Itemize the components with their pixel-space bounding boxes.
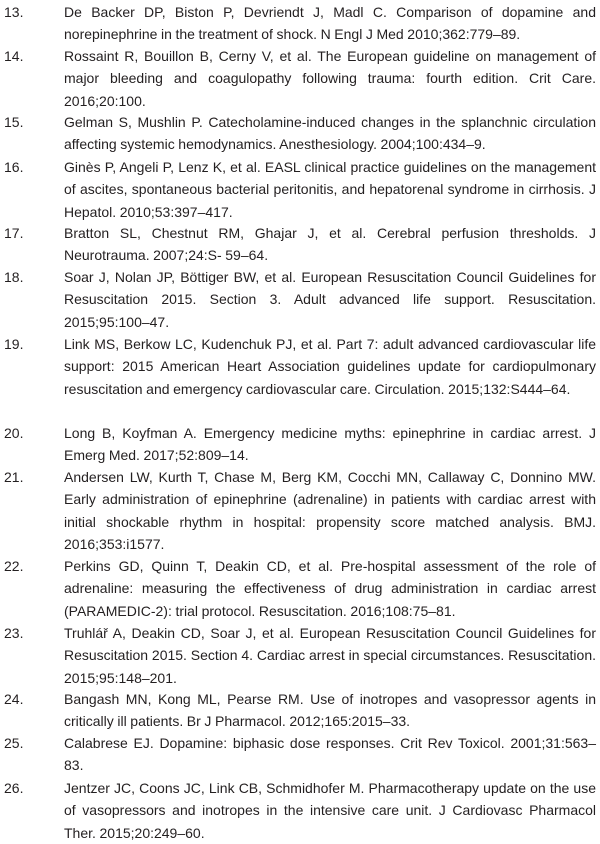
reference-text: Gelman S, Mushlin P. Catecholamine-induced changes in the splanchnic circulation affecting systemic hemodynamics. Anesthesiology. 2004;100:434–9. (64, 114, 596, 153)
reference-number: 15. (4, 114, 24, 130)
reference-text: Bangash MN, Kong ML, Pearse RM. Use of inotropes and vasopressor agents in critically ill patients. Br J Pharmacol. 2012;165:2015–33. (64, 691, 596, 730)
reference-number: 18. (4, 269, 24, 285)
reference-number: 16. (4, 159, 24, 175)
reference-number: 20. (4, 425, 24, 441)
reference-number: 25. (4, 735, 24, 751)
reference-number: 14. (4, 48, 24, 64)
reference-text: Rossaint R, Bouillon B, Cerny V, et al. The European guideline on management of major bleeding and coagulopathy following trauma: fourth edition. Crit Care. 2016;20:100. (64, 48, 596, 109)
reference-text: Link MS, Berkow LC, Kudenchuk PJ, et al. Part 7: adult advanced cardiovascular life support: 2015 American Heart Association guidelines update for cardiopulmonary resuscitation and emergency cardiovascular care. Circulation. 2015;132:S444–64. (64, 336, 596, 397)
reference-number: 13. (4, 4, 24, 20)
reference-number: 17. (4, 225, 24, 241)
reference-text: Andersen LW, Kurth T, Chase M, Berg KM, Cocchi MN, Callaway C, Donnino MW. Early administration of epinephrine (adrenaline) in patients with cardiac arrest with initial shockable rhythm in hospital: propensity score matched analysis. BMJ. 2016;353:i1577. (64, 469, 596, 552)
reference-number: 23. (4, 625, 24, 641)
reference-text: Soar J, Nolan JP, Böttiger BW, et al. European Resuscitation Council Guidelines for Resuscitation 2015. Section 3. Adult advanced life support. Resuscitation. 2015;95:100–47. (64, 269, 596, 330)
reference-text: Perkins GD, Quinn T, Deakin CD, et al. Pre-hospital assessment of the role of adrenaline: measuring the effectiveness of drug administration in cardiac arrest (PARAMEDIC-2): trial protocol. Resuscitation. 2016;108:75–81. (64, 558, 596, 619)
reference-number: 24. (4, 691, 24, 707)
reference-text: De Backer DP, Biston P, Devriendt J, Madl C. Comparison of dopamine and norepinephrine in the treatment of shock. N Engl J Med 2010;362:779–89. (64, 4, 596, 43)
reference-text: Jentzer JC, Coons JC, Link CB, Schmidhofer M. Pharmacotherapy update on the use of vasopressors and inotropes in the intensive care unit. J Cardiovasc Pharmacol Ther. 2015;20:249–60. (64, 780, 596, 841)
reference-number: 22. (4, 558, 24, 574)
reference-text: Truhlář A, Deakin CD, Soar J, et al. European Resuscitation Council Guidelines for Resuscitation 2015. Section 4. Cardiac arrest in special circumstances. Resuscitation. 2015;95:148–201. (64, 625, 596, 686)
reference-text: Bratton SL, Chestnut RM, Ghajar J, et al. Cerebral perfusion thresholds. J Neurotrauma. 2007;24:S- 59–64. (64, 225, 596, 264)
reference-number: 26. (4, 780, 24, 796)
reference-number: 19. (4, 336, 24, 352)
reference-number: 21. (4, 469, 24, 485)
reference-text: Calabrese EJ. Dopamine: biphasic dose responses. Crit Rev Toxicol. 2001;31:563–83. (64, 735, 596, 774)
reference-text: Long B, Koyfman A. Emergency medicine myths: epinephrine in cardiac arrest. J Emerg Med. 2017;52:809–14. (64, 425, 596, 464)
reference-text: Ginès P, Angeli P, Lenz K, et al. EASL clinical practice guidelines on the management of ascites, spontaneous bacterial peritonitis, and hepatorenal syndrome in cirrhosis. J Hepatol. 2010;53:397–417. (64, 159, 596, 220)
